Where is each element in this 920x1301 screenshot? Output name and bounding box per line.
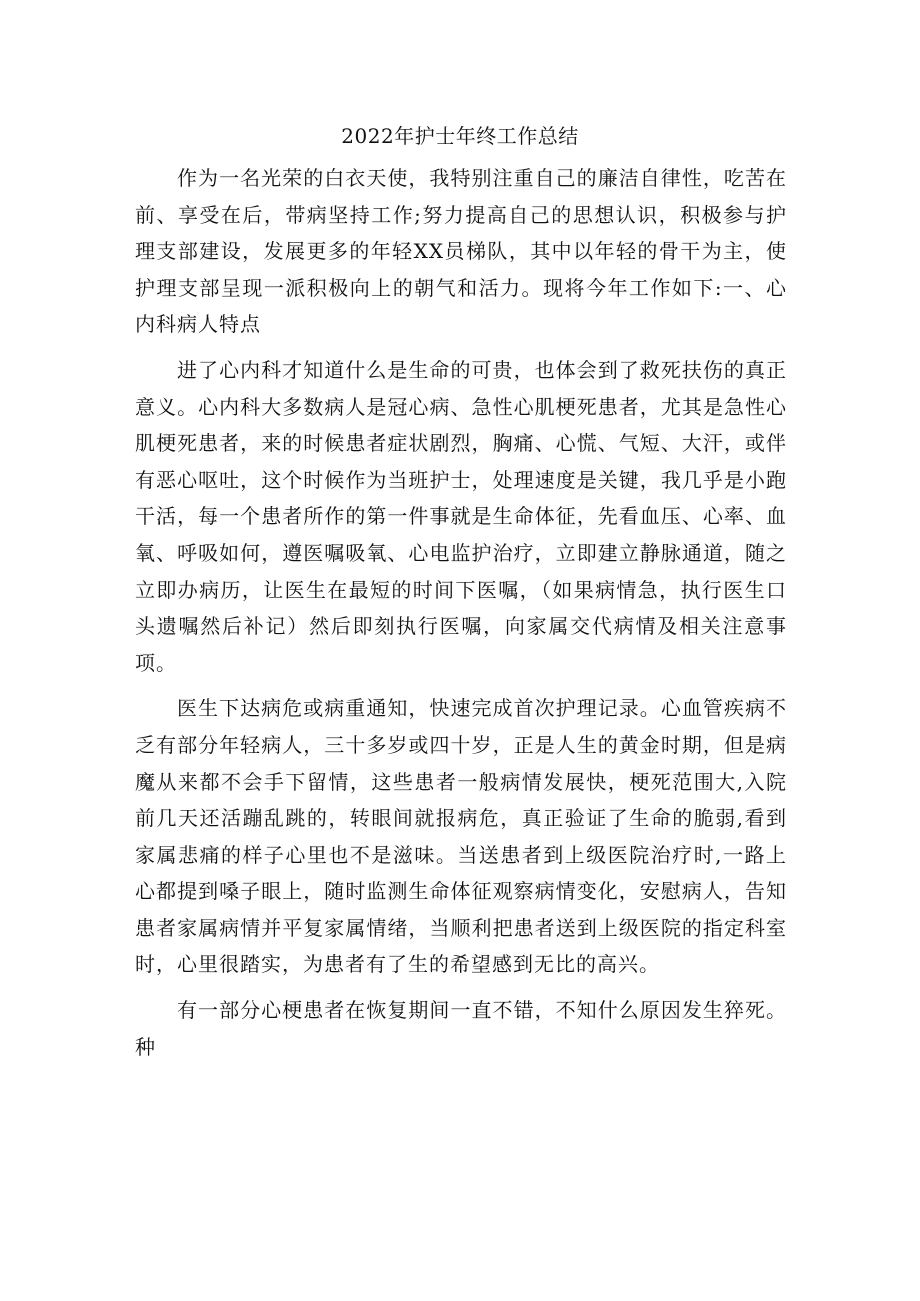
document-body xyxy=(135,160,787,1074)
paragraph-3: 医生下达病危或病重通知，快速完成首次护理记录。心血管疾病不乏有部分年轻病人，三十多岁或四十岁，正是人生的黄金时期，但是病魔从来都不会手下留情，这些患者一般病情发展快，梗死范围大,入院前几天还活蹦乱跳的，转眼间就报病危，真正验证了生命的脆弱,看到家属悲痛的样子心里也不是滋味。当送患者到上级医院治疗时,一路上心都提到嗓子眼上，随时监测生命体征观察病情变化，安慰病人，告知患者家属病情并平复家属情绪，当顺利把患者送到上级医院的指定科室时，心里很踏实，为患者有了生的希望感到无比的高兴。 xyxy=(135,696,787,977)
paragraph-1: 作为一名光荣的白衣天使，我特别注重自己的廉洁自律性，吃苦在前、享受在后，带病坚持工作;努力提高自己的思想认识，积极参与护理支部建设，发展更多的年轻XX员梯队，其中以年轻的骨干为主，使护理支部呈现一派积极向上的朝气和活力。现将今年工作如下:一、心内科病人特点 xyxy=(135,166,787,337)
paragraph-2: 进了心内科才知道什么是生命的可贵，也体会到了救死扶伤的真正意义。心内科大多数病人是冠心病、急性心肌梗死患者，尤其是急性心肌梗死患者，来的时候患者症状剧烈，胸痛、心慌、气短、大汗，或伴有恶心呕吐，这个时候作为当班护士，处理速度是关键，我几乎是小跑干活，每一个患者所作的第一件事就是生命体征，先看血压、心率、血氧、呼吸如何，遵医嘱吸氧、心电监护治疗，立即建立静脉通道，随之立即办病历，让医生在最短的时间下医嘱，（如果病情急，执行医生口头遗嘱然后补记）然后即刻执行医嘱，向家属交代病情及相关注意事项。 xyxy=(135,357,787,675)
document-title: 2022年护士年终工作总结 xyxy=(341,124,579,148)
paragraph-4: 有一部分心梗患者在恢复期间一直不错，不知什么原因发生猝死。种 xyxy=(135,998,787,1059)
